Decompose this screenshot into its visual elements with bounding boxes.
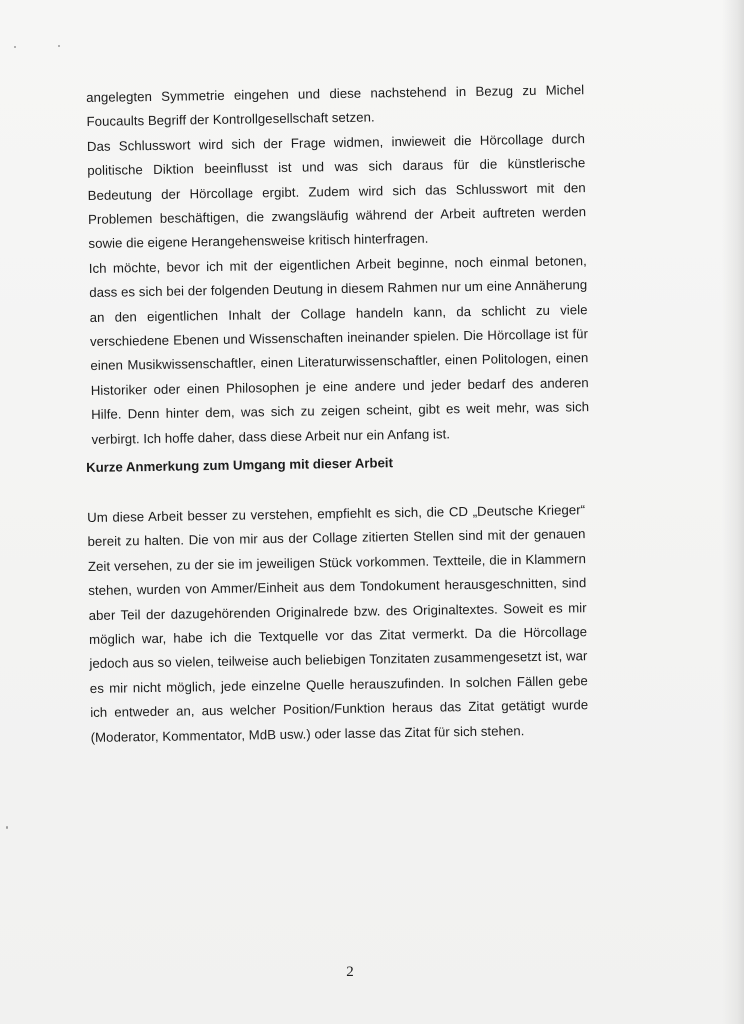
- section-heading: Kurze Anmerkung zum Umgang mit dieser Arbeit: [86, 455, 394, 475]
- body-text: [86, 78, 590, 452]
- section-paragraph: Um diese Arbeit besser zu verstehen, empfiehlt es sich, die CD „Deutsche Krieger“ bereit zu halten. Die von mir aus der Collage zitierten Stellen sind mit der genauen Zeit versehen, zu der sie im jeweiligen Stück vorkommen. Textteile, die in Klammern stehen, wurden von Ammer/Einheit aus dem Tondokument herausgeschnitten, sind aber Teil der dazugehörenden Originalrede bzw. des Originaltextes. Soweit es mir möglich war, habe ich die Textquelle vor das Zitat vermerkt. Da die Hörcollage jedoch aus so vielen, teilweise auch beliebigen Tonzitaten zusammengesetzt ist, war es mir nicht möglich, jede einzelne Quelle herauszufinden. In solchen Fällen gebe ich entweder an, aus welcher Position/Funktion heraus das Zitat getätigt wurde (Moderator, Kommentator, MdB usw.) oder lasse das Zitat für sich stehen.: [87, 502, 589, 745]
- page-edge-shadow: [722, 0, 744, 1024]
- scan-speck: [6, 826, 8, 829]
- scan-speck: [58, 45, 60, 47]
- page-number: 2: [346, 964, 354, 980]
- scan-speck: [14, 46, 16, 48]
- paragraph-schlusswort: Das Schlusswort wird sich der Frage widmen, inwieweit die Hörcollage durch politische Diktion beeinflusst ist und was sich daraus für die künstlerische Bedeutung der Hörcollage ergibt. Zudem wird sich das Schlusswort mit den Problemen beschäftigen, die zwangsläufig während der Arbeit auftreten werden sowie die eigene Herangehensweise kritisch hinterfragen.: [86, 130, 587, 252]
- paragraph-annaeherung: Ich möchte, bevor ich mit der eigentlichen Arbeit beginne, noch einmal betonen, dass es sich bei der folgenden Deutung in diesem Rahmen nur um eine Annäherung an den eigentlichen Inhalt der Collage handeln kann, da schlicht zu viele verschiedene Ebenen und Wissenschaften ineinander spielen. Die Hörcollage ist für einen Musikwissenschaftler, einen Literaturwissenschaftler, einen Politologen, einen Historiker oder einen Philosophen je eine andere und jeder bedarf des anderen Hilfe. Denn hinter dem, was sich zu zeigen scheint, gibt es weit mehr, was sich verbirgt. Ich hoffe daher, dass diese Arbeit nur ein Anfang ist.: [88, 252, 590, 447]
- paragraph-symmetrie: angelegten Symmetrie eingehen und diese nachstehend in Bezug zu Michel Foucaults Begriff der Kontrollgesellschaft setzen.: [86, 82, 585, 130]
